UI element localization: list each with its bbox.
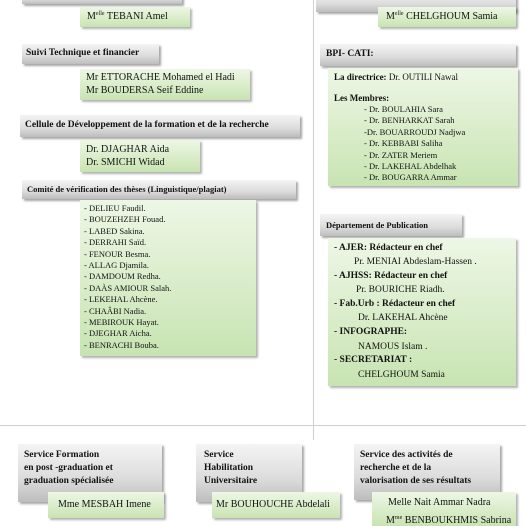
bpi-title: BPI- CATI:	[326, 49, 374, 59]
service-formation-person: Mme MESBAH Imene	[58, 499, 151, 510]
service-formation-person-box	[48, 492, 164, 518]
connector-line-bottom	[0, 425, 526, 426]
service-activites-title-line: Service des activités de	[360, 450, 453, 460]
publication-heading: - AJHSS: Rédacteur en chef	[334, 271, 448, 281]
bpi-member: - Dr. ZATER Meriem	[364, 149, 438, 160]
suivi-members-box	[80, 69, 250, 100]
comite-member: - LEKEHAL Ahcène.	[84, 294, 158, 305]
service-activites-person-box	[372, 492, 516, 526]
service-activites-title-line: valorisation de ses résultats	[360, 476, 472, 486]
service-activites-title-line: recherche et de la	[360, 463, 432, 473]
service-habilitation-person: Mr BOUHOUCHE Abdelali	[216, 499, 330, 510]
bpi-members-list	[364, 104, 465, 184]
publication-heading: - Fab.Urb : Rédacteur en chef	[334, 299, 456, 309]
bpi-header	[320, 44, 516, 66]
comite-member: - MEBIROUK Hayat.	[84, 317, 159, 328]
publication-heading: - SECRETARIAT :	[334, 355, 413, 365]
bpi-members-label: Les Membres:	[334, 93, 390, 103]
bpi-member: - Dr. BENHARKAT Sarah	[364, 115, 455, 126]
bpi-member: - Dr. BOULAHIA Sara	[364, 104, 443, 114]
service-habilitation-title-line: Universitaire	[204, 476, 258, 486]
connector-line-center	[313, 0, 314, 440]
comite-member: - DERRAHI Saïd.	[84, 237, 147, 248]
service-formation-title-line: graduation spécialisée	[24, 476, 114, 486]
cellule-member: Dr. SMICHI Widad	[86, 157, 165, 168]
suivi-title: Suivi Technique et financier	[26, 48, 140, 58]
bpi-box	[328, 68, 518, 186]
comite-members-list	[84, 203, 171, 351]
comite-member: - BENRACHI Bouba.	[84, 339, 159, 350]
top-left-name-box	[80, 7, 190, 27]
comite-member: - DELIEU Faudil.	[84, 203, 146, 213]
service-habilitation-person-box	[212, 492, 340, 518]
comite-member: - DJEGHAR Aicha.	[84, 328, 152, 339]
comite-member: - ALLAG Djamila.	[84, 260, 149, 271]
comite-member: - LABED Sakina.	[84, 225, 145, 236]
publication-heading: - AJER: Rédacteur en chef	[334, 243, 443, 253]
suivi-member: Mr BOUDERSA Seif Eddine	[86, 85, 204, 96]
suivi-header	[22, 44, 159, 64]
publication-heading: - INFOGRAPHE:	[334, 327, 408, 337]
publication-person: Pr. MENIAI Abdeslam-Hassen .	[354, 257, 477, 267]
bpi-member: -Dr. BOUARROUDJ Nadjwa	[364, 126, 466, 137]
publication-person: Pr. BOURICHE Riadh.	[356, 285, 445, 295]
service-activites-person: Melle Nait Ammar Nadra	[388, 497, 491, 508]
service-formation-title-line: en post -graduation et	[24, 463, 113, 473]
top-right-name-box	[378, 7, 516, 27]
cellule-members-box	[80, 140, 200, 172]
cellule-header	[20, 115, 300, 137]
publication-title: Département de Publication	[326, 220, 428, 230]
comite-member: - CHAÂBI Nadia.	[84, 305, 147, 316]
comite-member: - DAÀS AMIOUR Salah.	[84, 282, 172, 293]
cellule-member: Dr. DJAGHAR Aida	[86, 144, 170, 155]
service-formation-title-line: Service Formation	[24, 450, 100, 460]
bpi-member: - Dr. KEBBABI Saliha	[364, 138, 443, 149]
comite-member: - BOUZEHZEH Fouad.	[84, 214, 166, 225]
publication-person: Dr. LAKEHAL Ahcène	[358, 313, 448, 323]
cellule-title: Cellule de Développement de la formation et de la recherche	[25, 120, 269, 130]
suivi-member: Mr ETTORACHE Mohamed el Hadi	[86, 72, 235, 83]
publication-person: NAMOUS Islam .	[358, 342, 428, 352]
publication-box	[328, 238, 516, 386]
publication-person: CHELGHOUM Samia	[358, 370, 445, 380]
service-activites-person-2: $M^{me}$ BENBOUKHMIS Sabrina	[386, 515, 512, 526]
comite-member: - DAMDOUM Redha.	[84, 271, 161, 282]
comite-title: Comité de vérification des thèses (Linguistique/plagiat)	[27, 184, 227, 194]
bpi-director: La directrice: Dr. OUTILI Nawal	[334, 72, 459, 82]
top-right-name: $M^{elle}$ CHELGHOUM Samia	[386, 11, 498, 22]
bpi-member: - Dr. BOUGARRA Ammar	[364, 172, 457, 183]
service-habilitation-title-line: Service	[204, 450, 234, 460]
bpi-member: - Dr. LAKEHAL Abdelhak	[364, 161, 457, 172]
top-left-name: $M^{elle}$ TEBANI Amel	[87, 11, 168, 22]
top-left-header	[22, 0, 182, 4]
comite-members-box	[80, 200, 256, 356]
service-habilitation-title-line: Habilitation	[204, 463, 254, 473]
comite-member: - FENOUR Besma.	[84, 248, 151, 259]
comite-header	[22, 180, 296, 199]
publication-header	[320, 214, 462, 236]
